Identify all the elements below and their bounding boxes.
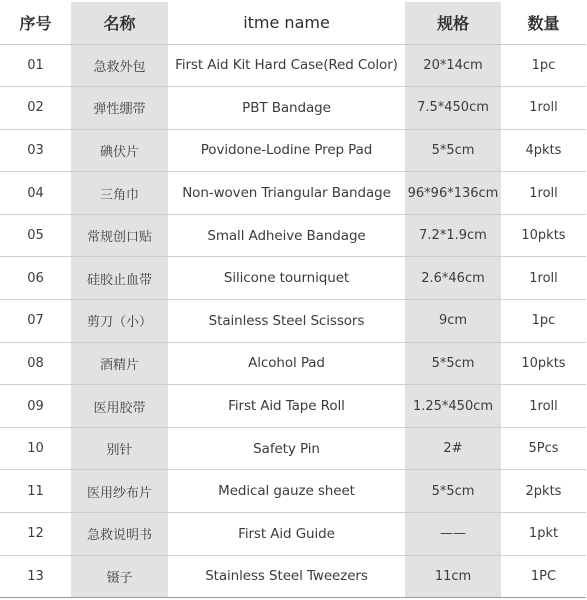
cell-quantity: 1pc bbox=[501, 300, 586, 343]
cell-serial-number: 04 bbox=[0, 172, 71, 215]
cell-item-name: Silicone tourniquet bbox=[168, 257, 405, 300]
cell-serial-number: 13 bbox=[0, 555, 71, 598]
table-row bbox=[0, 385, 586, 428]
table-row bbox=[0, 300, 586, 343]
cell-quantity: 1roll bbox=[501, 172, 586, 215]
cell-quantity: 2pkts bbox=[501, 470, 586, 513]
table-row bbox=[0, 44, 586, 87]
cell-item-name: First Aid Guide bbox=[168, 513, 405, 556]
cell-serial-number: 07 bbox=[0, 300, 71, 343]
cell-specification: 5*5cm bbox=[405, 470, 501, 513]
table-header-row bbox=[0, 2, 586, 44]
table-row bbox=[0, 470, 586, 513]
cell-chinese-name: 常规创口贴 bbox=[71, 214, 168, 257]
cell-serial-number: 03 bbox=[0, 129, 71, 172]
cell-specification: 5*5cm bbox=[405, 129, 501, 172]
cell-quantity: 10pkts bbox=[501, 342, 586, 385]
cell-quantity: 1roll bbox=[501, 87, 586, 130]
cell-quantity: 4pkts bbox=[501, 129, 586, 172]
cell-chinese-name: 弹性绷带 bbox=[71, 87, 168, 130]
cell-quantity: 1pc bbox=[501, 44, 586, 87]
table-row bbox=[0, 129, 586, 172]
cell-item-name: PBT Bandage bbox=[168, 87, 405, 130]
table-row bbox=[0, 87, 586, 130]
header-serial-number: 序号 bbox=[0, 2, 71, 44]
cell-chinese-name: 急救外包 bbox=[71, 44, 168, 87]
cell-serial-number: 02 bbox=[0, 87, 71, 130]
cell-quantity: 1roll bbox=[501, 385, 586, 428]
cell-chinese-name: 硅胶止血带 bbox=[71, 257, 168, 300]
cell-specification: —— bbox=[405, 513, 501, 556]
cell-chinese-name: 碘伏片 bbox=[71, 129, 168, 172]
table-row bbox=[0, 427, 586, 470]
cell-quantity: 1roll bbox=[501, 257, 586, 300]
cell-quantity: 10pkts bbox=[501, 214, 586, 257]
cell-specification: 7.5*450cm bbox=[405, 87, 501, 130]
cell-item-name: Povidone-Lodine Prep Pad bbox=[168, 129, 405, 172]
cell-chinese-name: 急救说明书 bbox=[71, 513, 168, 556]
cell-chinese-name: 别针 bbox=[71, 427, 168, 470]
cell-serial-number: 10 bbox=[0, 427, 71, 470]
cell-specification: 2.6*46cm bbox=[405, 257, 501, 300]
cell-chinese-name: 医用胶带 bbox=[71, 385, 168, 428]
cell-chinese-name: 三角巾 bbox=[71, 172, 168, 215]
cell-chinese-name: 镊子 bbox=[71, 555, 168, 598]
table-row bbox=[0, 257, 586, 300]
cell-serial-number: 05 bbox=[0, 214, 71, 257]
cell-specification: 2# bbox=[405, 427, 501, 470]
table-row bbox=[0, 214, 586, 257]
cell-quantity: 5Pcs bbox=[501, 427, 586, 470]
cell-item-name: Safety Pin bbox=[168, 427, 405, 470]
cell-chinese-name: 剪刀（小） bbox=[71, 300, 168, 343]
cell-item-name: Stainless Steel Tweezers bbox=[168, 555, 405, 598]
cell-item-name: Non-woven Triangular Bandage bbox=[168, 172, 405, 215]
cell-serial-number: 01 bbox=[0, 44, 71, 87]
table-row bbox=[0, 172, 586, 215]
cell-item-name: First Aid Kit Hard Case(Red Color) bbox=[168, 44, 405, 87]
cell-item-name: Alcohol Pad bbox=[168, 342, 405, 385]
cell-item-name: Stainless Steel Scissors bbox=[168, 300, 405, 343]
cell-serial-number: 08 bbox=[0, 342, 71, 385]
header-item-name: itme name bbox=[168, 2, 405, 44]
cell-serial-number: 09 bbox=[0, 385, 71, 428]
cell-specification: 11cm bbox=[405, 555, 501, 598]
header-chinese-name: 名称 bbox=[71, 2, 168, 44]
cell-quantity: 1pkt bbox=[501, 513, 586, 556]
cell-specification: 20*14cm bbox=[405, 44, 501, 87]
header-quantity: 数量 bbox=[501, 2, 586, 44]
header-specification: 规格 bbox=[405, 2, 501, 44]
cell-specification: 5*5cm bbox=[405, 342, 501, 385]
cell-chinese-name: 医用纱布片 bbox=[71, 470, 168, 513]
cell-serial-number: 06 bbox=[0, 257, 71, 300]
table-row bbox=[0, 342, 586, 385]
table-row bbox=[0, 513, 586, 556]
cell-specification: 9cm bbox=[405, 300, 501, 343]
table-row bbox=[0, 555, 586, 598]
cell-specification: 1.25*450cm bbox=[405, 385, 501, 428]
cell-chinese-name: 酒精片 bbox=[71, 342, 168, 385]
cell-serial-number: 11 bbox=[0, 470, 71, 513]
cell-item-name: First Aid Tape Roll bbox=[168, 385, 405, 428]
cell-quantity: 1PC bbox=[501, 555, 586, 598]
cell-item-name: Medical gauze sheet bbox=[168, 470, 405, 513]
cell-specification: 96*96*136cm bbox=[405, 172, 501, 215]
cell-specification: 7.2*1.9cm bbox=[405, 214, 501, 257]
cell-serial-number: 12 bbox=[0, 513, 71, 556]
cell-item-name: Small Adheive Bandage bbox=[168, 214, 405, 257]
contents-table bbox=[0, 2, 586, 598]
